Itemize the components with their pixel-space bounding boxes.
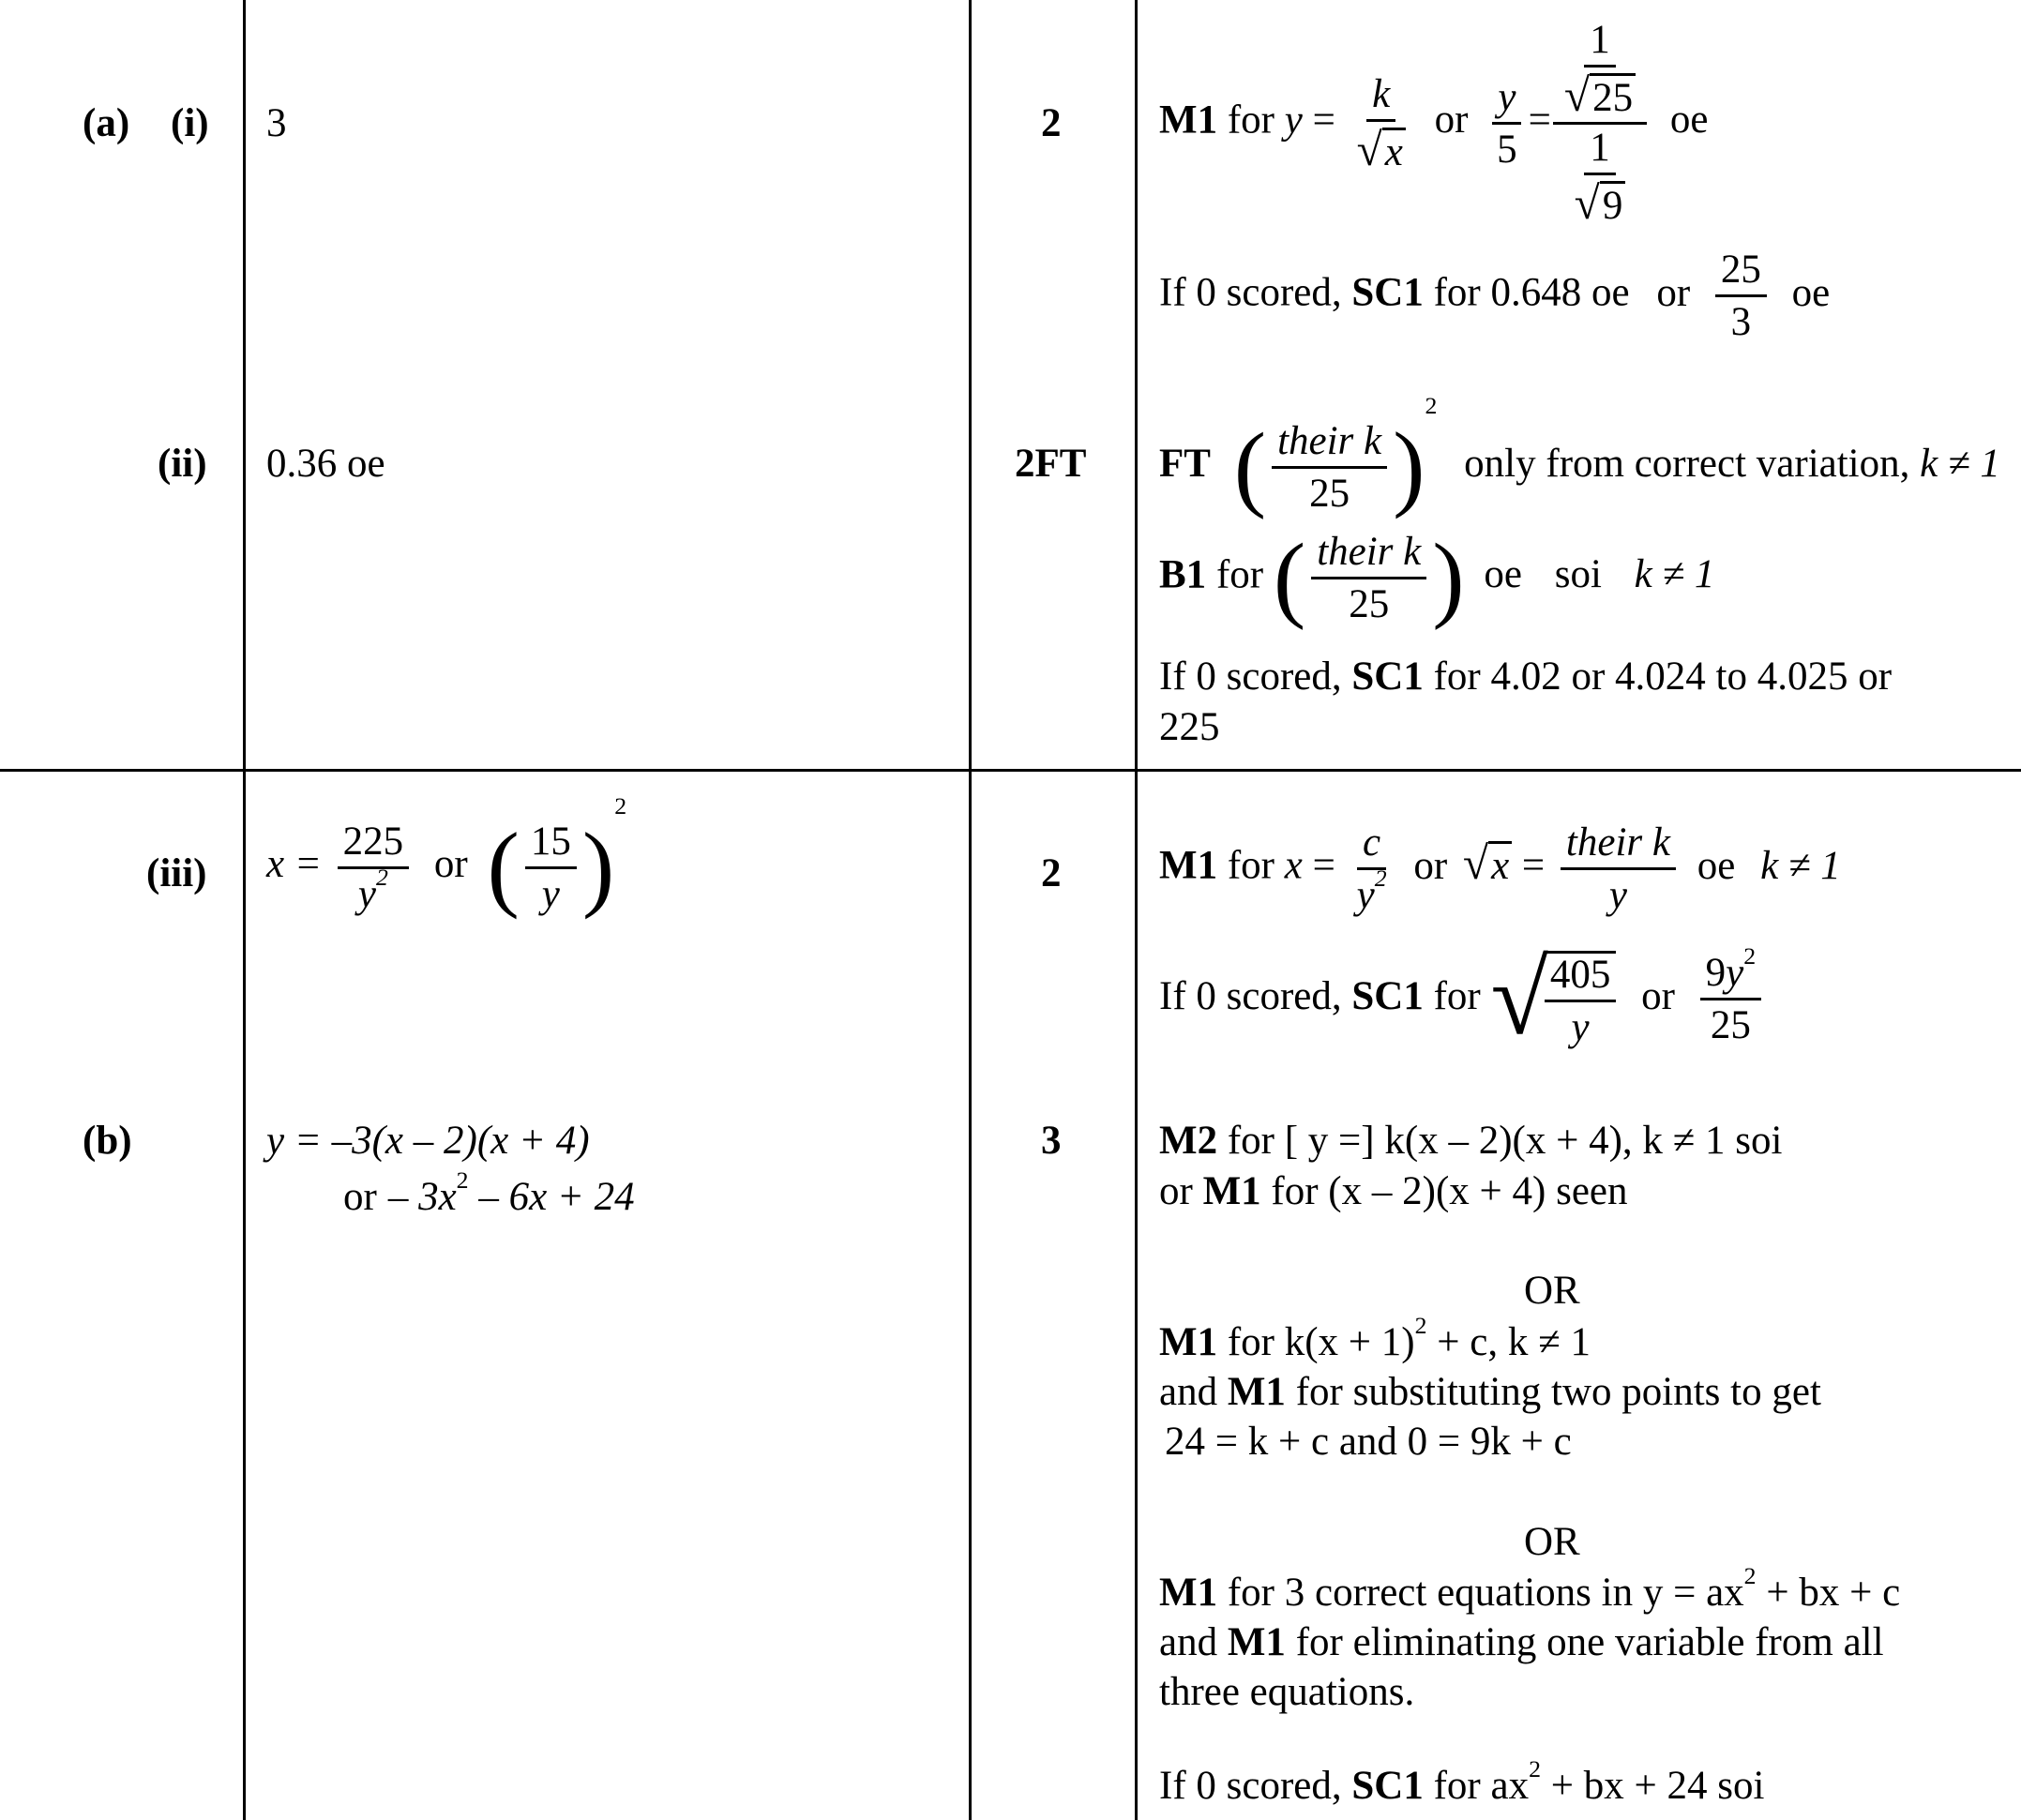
column-divider-1 xyxy=(243,0,246,1820)
mark-a-i: 2 xyxy=(1041,101,1062,145)
answer-b-line2: or – $3x^2 - 6x + 24$ xyxy=(343,1166,635,1219)
note-b-alt1-line2: and M1 for substituting two points to get xyxy=(1159,1370,1821,1414)
note-a-iii-sc1: If 0 scored, SC1 for √ $\frac{405}{y}$ or $\frac{9y^2}{25}$ xyxy=(1159,947,1767,1052)
answer-a-iii: x = $\frac{225}{y^2}$ or ( $\frac{15}{y}$ )$^2$ xyxy=(266,792,627,921)
answer-a-iii-fraction-2: $\frac{15}{y}$ xyxy=(525,820,577,915)
note-b-alt2-line2: and M1 for eliminating one variable from all xyxy=(1159,1620,1884,1664)
or-divider-1: OR xyxy=(1524,1269,1580,1313)
note-a-ii-sc1-cont: 225 xyxy=(1159,705,1220,749)
mark-a-iii: 2 xyxy=(1041,851,1062,895)
answer-a-iii-prefix: x = xyxy=(266,842,322,887)
fraction-405-over-y: $\frac{405}{y}$ xyxy=(1545,951,1617,1048)
note-a-i-sc1: If 0 scored, SC1 for 0.648 oe or $\frac{25}{3}$ oe xyxy=(1159,248,1831,345)
note-b-sc1: If 0 scored, SC1 for $ax^2$ + bx + 24 soi xyxy=(1159,1754,1765,1808)
answer-a-ii: 0.36 oe xyxy=(266,442,385,486)
fraction-their-k-over-y: $\frac{\text{their k}}{y}$ xyxy=(1561,821,1676,916)
fraction-their-k-over-25: $\frac{\text{their k}}{25}$ xyxy=(1272,420,1387,515)
part-label-iii: (iii) xyxy=(146,851,207,895)
note-b-m1: or M1 for (x – 2)(x + 4) seen xyxy=(1159,1169,1628,1213)
answer-b-line1: y = –3(x – 2)(x + 4) xyxy=(266,1119,590,1163)
part-label-b: (b) xyxy=(83,1119,132,1163)
note-b-alt2-line3: three equations. xyxy=(1159,1670,1415,1714)
answer-a-iii-fraction: $\frac{225}{y^2}$ xyxy=(338,820,410,915)
or-divider-2: OR xyxy=(1524,1520,1580,1564)
fraction-k-over-root-x: $\frac{k}{√x}$ xyxy=(1351,73,1411,174)
part-label-ii: (ii) xyxy=(158,442,207,486)
mark-b: 3 xyxy=(1041,1119,1062,1163)
column-divider-3 xyxy=(1135,0,1138,1820)
column-divider-2 xyxy=(969,0,972,1820)
note-a-ii-sc1: If 0 scored, SC1 for 4.02 or 4.024 to 4.025 or xyxy=(1159,654,1893,699)
fraction-y-over-5: $\frac{y}{5}$ xyxy=(1491,76,1523,171)
answer-a-i: 3 xyxy=(266,101,287,145)
note-b-alt1-line3: 24 = k + c and 0 = 9k + c xyxy=(1165,1420,1572,1464)
mark-a-ii: 2FT xyxy=(1015,442,1087,486)
note-a-iii-m1: M1 for x = $\frac{c}{y^2}$ or √x = $\frac{\text{their k}}{y}$ oe k ≠ 1 xyxy=(1159,820,1841,918)
note-b-alt2-line1: M1 for 3 correct equations in $y = ax^2$ + bx + c xyxy=(1159,1561,1901,1615)
note-b-m2: M2 for [ y =] k(x – 2)(x + 4), k ≠ 1 soi xyxy=(1159,1119,1783,1163)
fraction-c-over-y2: $\frac{c}{y^2}$ xyxy=(1356,820,1387,918)
note-b-alt1-line1: M1 for $k(x + 1)^2 + c$, k ≠ 1 xyxy=(1159,1311,1591,1364)
note-a-i-m1: M1 for y = $\frac{k}{√x}$ or $\frac{y}{5}$ = $\frac{\frac{1}{√25}}{\frac{1}{√9}}$ oe xyxy=(1159,18,1709,230)
fraction-their-k-over-25-b1: $\frac{\text{their k}}{25}$ xyxy=(1311,531,1426,625)
note-a-ii-b1: B1 for ( $\frac{\text{their k}}{25}$ ) oe soi k ≠ 1 xyxy=(1159,524,1715,631)
answer-a-iii-or: or xyxy=(433,842,468,887)
note-a-ii-ft: FT ( $\frac{\text{their k}}{25}$ )$^2$ only from correct variation, k ≠ 1 xyxy=(1159,392,2000,520)
compound-fraction: $\frac{\frac{1}{√25}}{\frac{1}{√9}}$ xyxy=(1553,19,1647,228)
part-label-i: (i) xyxy=(171,101,209,145)
part-label-a: (a) xyxy=(83,101,130,145)
row-divider xyxy=(0,769,2021,772)
fraction-25-over-3: $\frac{25}{3}$ xyxy=(1715,248,1767,343)
fraction-9y2-over-25: $\frac{9y^2}{25}$ xyxy=(1700,952,1762,1046)
